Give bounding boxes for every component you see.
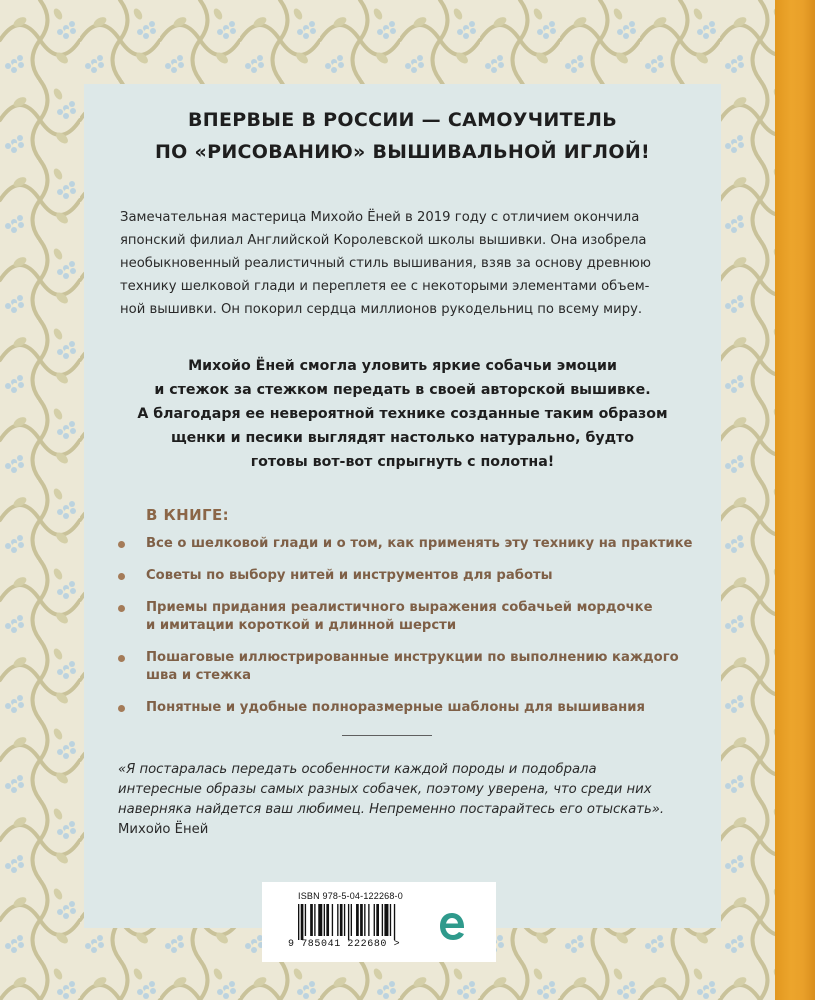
- barcode-bar: [394, 904, 395, 940]
- barcode-bar: [314, 904, 315, 936]
- highlight-paragraph: [84, 354, 721, 474]
- book-spine: [775, 0, 815, 1000]
- list-item: [118, 699, 698, 717]
- list-item-text: Понятные и удобные полноразмерные шаблоны для вышивания: [146, 700, 645, 715]
- barcode-bar: [301, 904, 304, 940]
- bullet-dot-icon: [118, 655, 125, 662]
- bullet-dot-icon: [118, 541, 125, 548]
- list-item-text: Приемы придания реалистичного выражения собачьей мордочке: [146, 600, 653, 615]
- highlight-line: А благодаря ее невероятной технике созданные таким образом: [137, 406, 668, 422]
- headline-line: ВПЕРВЫЕ В РОССИИ — САМОУЧИТЕЛЬ: [188, 109, 617, 131]
- intro-line: необыкновенный реалистичный стиль вышивания, взяв за основу древнюю: [120, 256, 651, 271]
- list-item-text: шва и стежка: [146, 668, 252, 683]
- list-item: [118, 599, 698, 635]
- publisher-logo-icon: [437, 910, 467, 944]
- isbn-label: ISBN 978-5-04-122268-0: [298, 891, 403, 901]
- highlight-line: и стежок за стежком передать в своей авторской вышивке.: [154, 382, 651, 398]
- barcode-bar: [368, 904, 369, 936]
- barcode-bar: [382, 904, 383, 936]
- barcode-bar: [376, 904, 379, 936]
- barcode-bar: [356, 904, 359, 936]
- quote-line: наверняка найдется ваш любимец. Непременно постарайтесь его отыскать».: [118, 802, 665, 817]
- headline-line: ПО «РИСОВАНИЮ» ВЫШИВАЛЬНОЙ ИГЛОЙ!: [154, 141, 650, 163]
- barcode-bar: [298, 904, 299, 940]
- list-item: [118, 567, 698, 585]
- bullet-dot-icon: [118, 605, 125, 612]
- intro-line: технику шелковой глади и переплетя ее с некоторыми элементами объем-: [120, 279, 650, 294]
- list-item: [118, 535, 698, 553]
- bullet-dot-icon: [118, 705, 125, 712]
- intro-line: ной вышивки. Он покорил сердца миллионов рукодельниц по всему миру.: [120, 302, 643, 317]
- highlight-line: Михойо Ёней смогла уловить яркие собачьи эмоции: [188, 358, 617, 374]
- list-item-text: и имитации короткой и длинной шерсти: [146, 618, 457, 633]
- barcode-bar: [344, 904, 345, 936]
- barcode-bar: [348, 904, 349, 940]
- headline: [84, 104, 721, 168]
- barcode-bar: [305, 904, 306, 936]
- list-item-text: Пошаговые иллюстрированные инструкции по выполнению каждого: [146, 650, 679, 665]
- barcode-bar: [384, 904, 388, 936]
- author-quote: [118, 760, 698, 820]
- barcode-bar: [318, 904, 322, 936]
- quote-line: интересные образы самых разных собачек, поэтому уверена, что среди них: [118, 782, 652, 797]
- bullet-dot-icon: [118, 573, 125, 580]
- list-item-text: Советы по выбору нитей и инструментов для работы: [146, 568, 553, 583]
- intro-line: японский филиал Английской Королевской школы вышивки. Она изобрела: [120, 233, 647, 248]
- barcode-bar: [337, 904, 338, 936]
- quote-line: «Я постаралась передать особенности каждой породы и подобрала: [118, 762, 597, 777]
- back-cover-panel: [84, 84, 721, 928]
- highlight-line: щенки и песики выглядят настолько натурально, будто: [170, 430, 635, 446]
- list-item-text: Все о шелковой глади и о том, как применять эту технику на практике: [146, 536, 693, 551]
- barcode-bar: [374, 904, 375, 936]
- quote-author: Михойо Ёней: [118, 822, 209, 837]
- in-book-list: [118, 535, 698, 731]
- barcode-icon: [298, 904, 434, 940]
- list-item: [118, 649, 698, 685]
- barcode-digits: 9 785041 222680 >: [288, 939, 401, 950]
- in-book-heading: В КНИГЕ:: [146, 506, 230, 524]
- barcode-bar: [351, 904, 352, 936]
- highlight-line: готовы вот-вот спрыгнуть с полотна!: [250, 454, 555, 470]
- intro-paragraph: [120, 206, 690, 321]
- divider: [342, 735, 432, 736]
- barcode-bar: [364, 904, 365, 936]
- barcode-bar: [390, 904, 391, 936]
- barcode-bar: [360, 904, 363, 936]
- barcode-bar: [324, 904, 325, 936]
- intro-line: Замечательная мастерица Михойо Ёней в 2019 году с отличием окончила: [120, 210, 640, 225]
- barcode-bar: [340, 904, 343, 936]
- barcode-bar: [332, 904, 333, 936]
- barcode-bar: [326, 904, 329, 936]
- barcode-bar: [310, 904, 313, 936]
